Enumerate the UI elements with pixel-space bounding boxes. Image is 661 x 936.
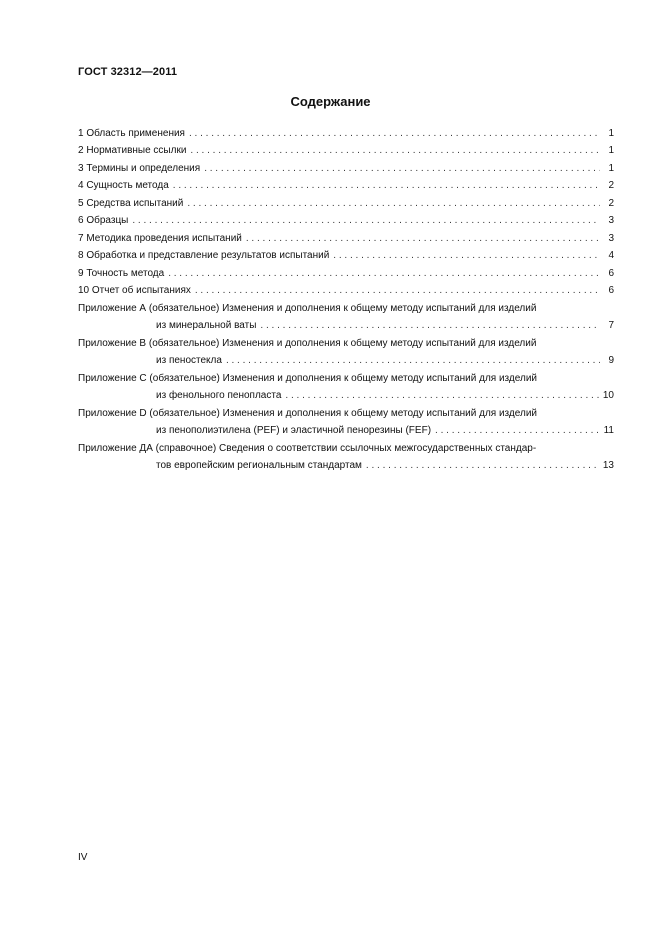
toc-entry-title: 2 Нормативные ссылки [78, 145, 187, 156]
toc-entry[interactable] [78, 121, 614, 139]
toc-entry-page: 11 [603, 425, 614, 436]
toc-entry[interactable] [78, 209, 614, 227]
toc-entry-page: 2 [608, 197, 614, 209]
toc-title: Содержание [290, 94, 371, 109]
toc-entry[interactable] [78, 139, 614, 157]
dot-leader [204, 163, 600, 174]
toc-entry-title: 8 Обработка и представление результатов испытаний [78, 250, 330, 261]
toc-entry-title: Приложение С (обязательное) Изменения и дополнения к общему методу испытаний для изделий [78, 372, 537, 384]
toc-entry-title: 6 Образцы [78, 215, 129, 226]
dot-leader [435, 425, 600, 436]
toc-entry-title: 1 Область применения [78, 127, 185, 139]
toc-entry-title-continued: из пенополиэтилена (PEF) и эластичной пенорезины (FEF) [156, 425, 432, 436]
toc-entry[interactable] [78, 331, 614, 366]
dot-leader [187, 198, 600, 209]
toc-entry-title: 5 Средства испытаний [78, 197, 184, 209]
dot-leader [260, 320, 600, 331]
toc-entry[interactable] [78, 401, 614, 436]
toc-entry-page: 3 [608, 232, 614, 244]
toc-entry-page: 6 [608, 267, 614, 279]
dot-leader [285, 390, 598, 401]
toc-entry-page: 2 [608, 180, 614, 191]
dot-leader [190, 145, 600, 156]
dot-leader [189, 128, 600, 139]
toc-entry-title: 4 Сущность метода [78, 180, 169, 191]
toc-entry-page: 7 [608, 320, 614, 331]
toc-entry[interactable] [78, 366, 614, 401]
toc-entry[interactable] [78, 261, 614, 279]
toc-entry-title-continued: из фенольного пенопласта [156, 390, 282, 401]
dot-leader [333, 250, 600, 261]
toc-entry-page: 1 [608, 127, 614, 139]
toc-entry-title: 9 Точность метода [78, 267, 165, 279]
toc-entry-title: 3 Термины и определения [78, 162, 201, 174]
toc-entry[interactable] [78, 436, 614, 471]
toc-entry-page: 10 [602, 390, 614, 401]
toc-entry-title: Приложение В (обязательное) Изменения и дополнения к общему методу испытаний для изделий [78, 337, 537, 349]
dot-leader [246, 233, 600, 244]
toc-entry[interactable] [78, 296, 614, 331]
toc-entry-title: 10 Отчет об испытаниях [78, 285, 191, 296]
toc-entry[interactable] [78, 279, 614, 297]
toc-entry-page: 13 [602, 460, 614, 471]
toc-entry[interactable] [78, 191, 614, 209]
toc-entry-page: 1 [608, 145, 614, 156]
toc-entry-title-continued: из минеральной ваты [156, 320, 257, 331]
document-code: ГОСТ 32312—2011 [78, 66, 178, 78]
toc-entry[interactable] [78, 174, 614, 192]
toc-entry-page: 4 [608, 250, 614, 261]
toc-entry-title: Приложение А (обязательное) Изменения и дополнения к общему методу испытаний для изделий [78, 302, 537, 314]
dot-leader [168, 268, 600, 279]
toc-entry[interactable] [78, 244, 614, 262]
toc-entry[interactable] [78, 226, 614, 244]
table-of-contents [78, 121, 614, 471]
dot-leader [226, 355, 600, 366]
dot-leader [195, 285, 600, 296]
page-number: IV [78, 852, 88, 863]
toc-entry[interactable] [78, 156, 614, 174]
toc-entry-title: Приложение D (обязательное) Изменения и дополнения к общему методу испытаний для изделий [78, 407, 537, 419]
toc-entry-title: Приложение ДА (справочное) Сведения о соответствии ссылочных межгосударственных стандар- [78, 442, 537, 454]
dot-leader [366, 460, 599, 471]
toc-entry-page: 1 [608, 162, 614, 174]
toc-entry-page: 9 [608, 355, 614, 366]
toc-entry-title: 7 Методика проведения испытаний [78, 232, 242, 244]
toc-entry-page: 3 [608, 215, 614, 226]
dot-leader [132, 215, 600, 226]
dot-leader [173, 180, 600, 191]
toc-entry-page: 6 [608, 285, 614, 296]
toc-entry-title-continued: тов европейским региональным стандартам [156, 460, 362, 471]
toc-entry-title-continued: из пеностекла [156, 355, 222, 366]
